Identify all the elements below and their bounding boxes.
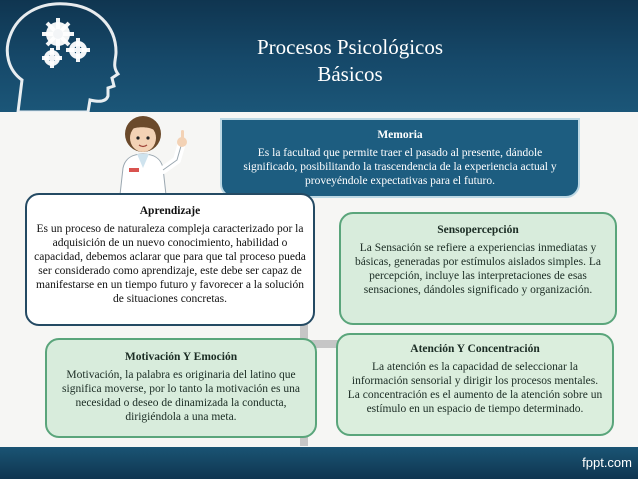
box-motivacion-title: Motivación Y Emoción	[124, 351, 238, 363]
box-sensopercepcion	[339, 212, 617, 325]
scientist-character-illustration	[105, 112, 215, 204]
box-memoria-title: Memoria	[377, 129, 423, 141]
box-aprendizaje	[25, 193, 315, 326]
head-with-gears-icon	[0, 0, 130, 112]
box-aprendizaje-title: Aprendizaje	[139, 205, 201, 217]
slide-title-line-2: Básicos	[317, 62, 383, 86]
box-sensopercepcion-title: Sensopercepción	[437, 224, 519, 236]
slide-title-line-1: Procesos Psicológicos	[256, 35, 444, 59]
slide-header	[0, 0, 638, 112]
slide-title	[200, 34, 500, 88]
box-motivacion-text: Motivación, la palabra es originaria del latino que significa moverse, por lo tanto la motivación es una necesidad o deseo de dinamizada la conducta, dirigiéndola a una meta.	[62, 369, 300, 423]
box-aprendizaje-text: Es un proceso de naturaleza compleja caracterizado por la adquisición de un nuevo conocimiento, habilidad o capacidad, debemos aclarar que para que tal proceso pueda ser considerado como aprendizaje, este debe ser capaz de manifestarse en un tiempo futuro y favorecer a la solución de situaciones concretas.	[34, 223, 306, 305]
box-atencion-text: La atención es la capacidad de seleccionar la información sensorial y dirigir los procesos mentales. La concentración es el aumento de la atención sobre un estímulo en un espacio de tiempo determinado.	[347, 361, 603, 415]
box-atencion	[336, 333, 614, 436]
box-sensopercepcion-text: La Sensación se refiere a experiencias inmediatas y básicas, generadas por estímulos aislados simples. La percepción, incluye las interpretaciones de esas sensaciones, dándoles significado y organización.	[355, 242, 601, 296]
box-memoria-text: Es la facultad que permite traer el pasado al presente, dándole significado, posibilitando la trascendencia de la experiencia actual y proveyéndole expectativas para el futuro.	[243, 147, 557, 187]
slide-footer	[0, 447, 638, 479]
box-atencion-title: Atención Y Concentración	[410, 343, 540, 355]
box-motivacion	[45, 338, 317, 438]
box-memoria	[220, 118, 580, 198]
brand-watermark: fppt.com	[582, 455, 632, 470]
